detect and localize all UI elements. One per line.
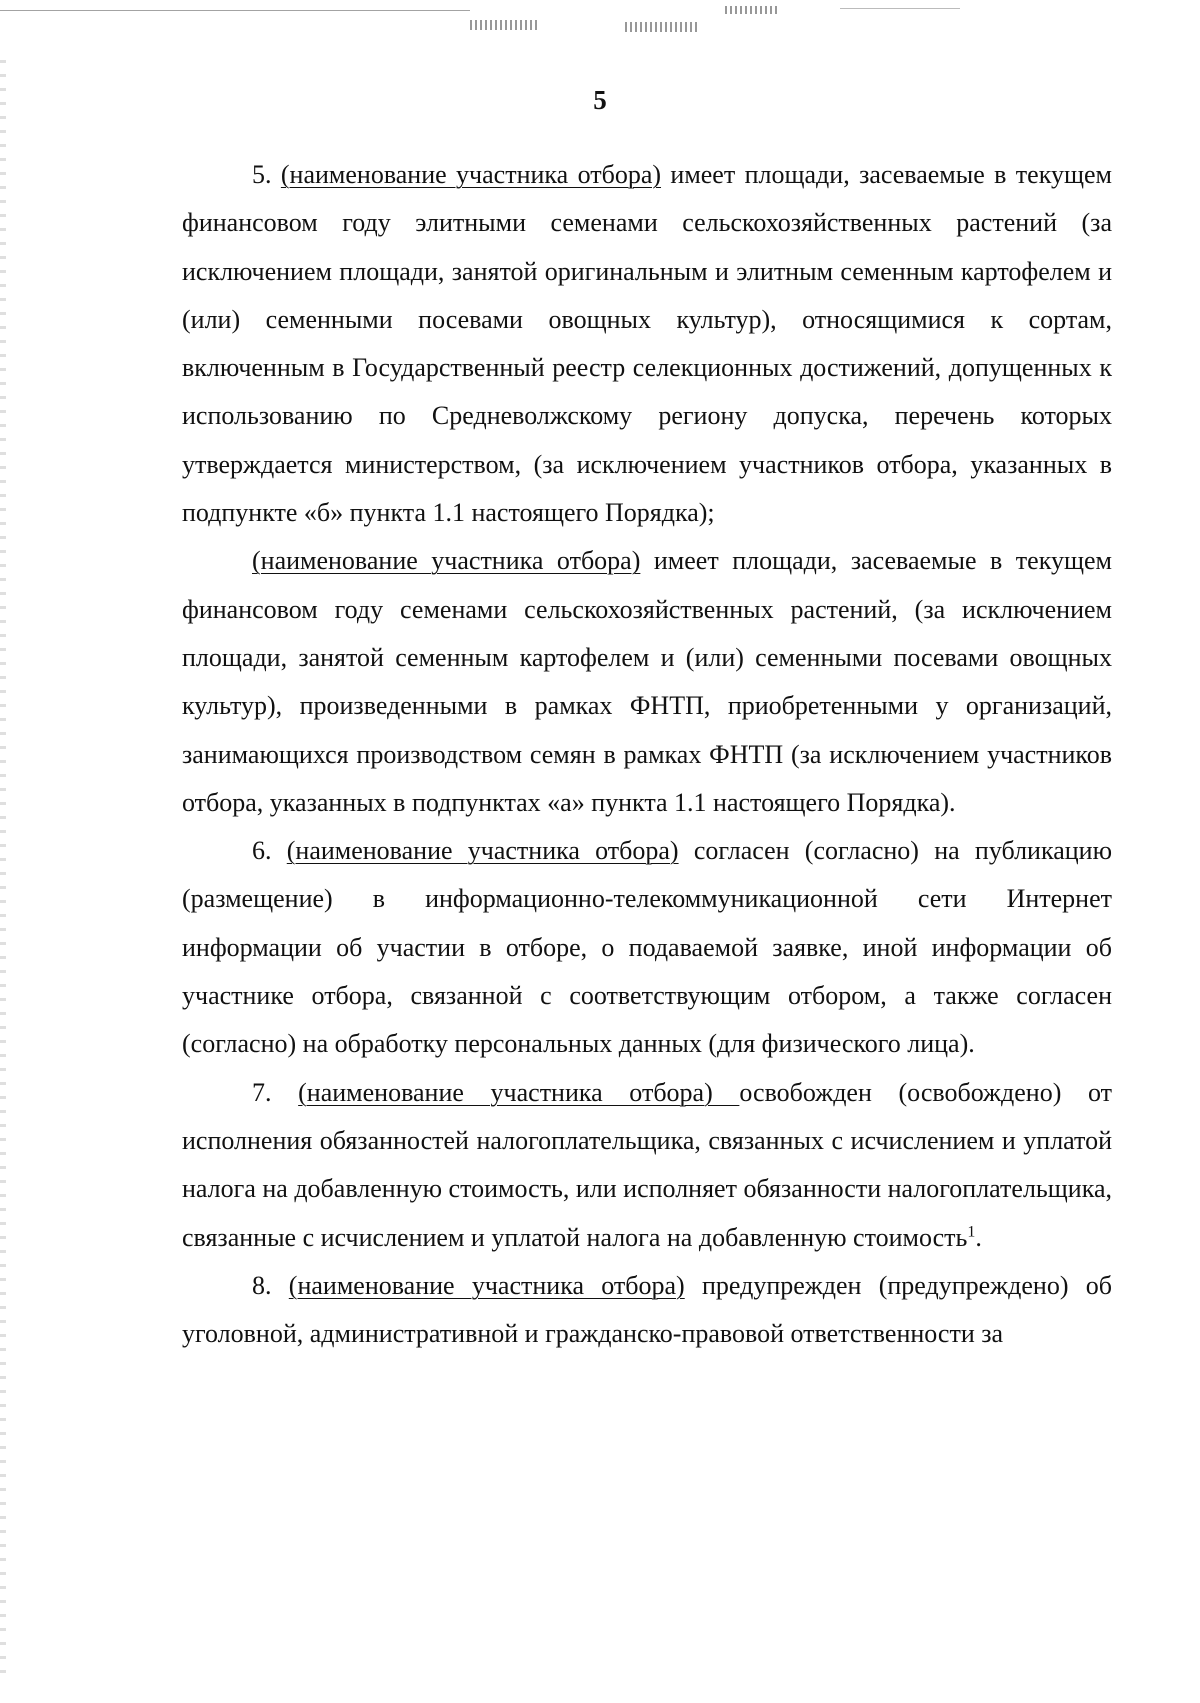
item-number: 7. [252, 1077, 299, 1107]
item-number: 8. [252, 1270, 289, 1300]
scan-artifact [470, 20, 540, 30]
page-number: 5 [593, 85, 607, 115]
paragraph-text: согласен (согласно) на публикацию (размещение) в информационно-телекоммуникационной сети Интернет информации об участии в отборе, о подаваемой заявке, иной информации об участнике отбора, связанной с соответствующим отбором, а также согласен (согласно) на обработку персональных данных (для физического лица). [182, 836, 1112, 1059]
participant-name-placeholder: (наименование участника отбора) [280, 160, 662, 189]
paragraph-text: имеет площади, засеваемые в текущем финансовом году элитными семенами сельскохозяйственных растений (за исключением площади, занятой оригинальным и элитным семенным картофелем и (или) семенными посевами овощных культур), относящимися к сортам, включенным в Государственный реестр селекционных достижений, допущенных к использованию по Средневолжскому региону допуска, перечень которых утверждается министерством, (за исключением участников отбора, указанных в подпункте «б» пункта 1.1 настоящего Порядка); [182, 160, 1112, 528]
participant-name-placeholder: (наименование участника отбора) [298, 1077, 740, 1107]
item-number: 5. [252, 160, 281, 189]
participant-name-placeholder: (наименование участника отбора) [288, 1270, 685, 1300]
paragraph-text: имеет площади, засеваемые в текущем финансовом году семенами сельскохозяйственных растений, (за исключением площади, занятой семенным картофелем и (или) семенными посевами овощных культур), произведенными в рамках ФНТП, приобретенными у организаций, занимающихся производством семян в рамках ФНТП (за исключением участников отбора, указанных в подпунктах «а» пункта 1.1 настоящего Порядка). [182, 546, 1112, 817]
paragraph-8 [182, 1262, 1112, 1359]
paragraph-7 [182, 1069, 1112, 1262]
paragraph-6 [182, 827, 1112, 1068]
document-body [182, 151, 1112, 1358]
paragraph-tail: . [975, 1222, 982, 1252]
paragraph-5 [182, 151, 1112, 537]
paragraph-5-continued [182, 537, 1112, 827]
participant-name-placeholder: (наименование участника отбора) [286, 836, 679, 866]
paragraph-text: освобожден (освобождено) от исполнения обязанностей налогоплательщика, связанных с исчислением и уплатой налога на добавленную стоимость, или исполняет обязанности налогоплательщика, связанные с исчислением и уплатой налога на добавленную стоимость [182, 1077, 1112, 1252]
scan-artifact [0, 10, 470, 11]
scan-artifact [725, 6, 780, 14]
scan-artifact [625, 22, 700, 32]
scan-edge-artifact [0, 60, 6, 1680]
paragraph-text: предупрежден (предупреждено) об уголовной, административной и гражданско-правовой ответственности за [182, 1270, 1112, 1349]
item-number: 6. [252, 836, 287, 866]
scan-artifact [840, 8, 960, 9]
participant-name-placeholder: (наименование участника отбора) [252, 546, 641, 576]
footnote-marker: 1 [967, 1222, 976, 1240]
